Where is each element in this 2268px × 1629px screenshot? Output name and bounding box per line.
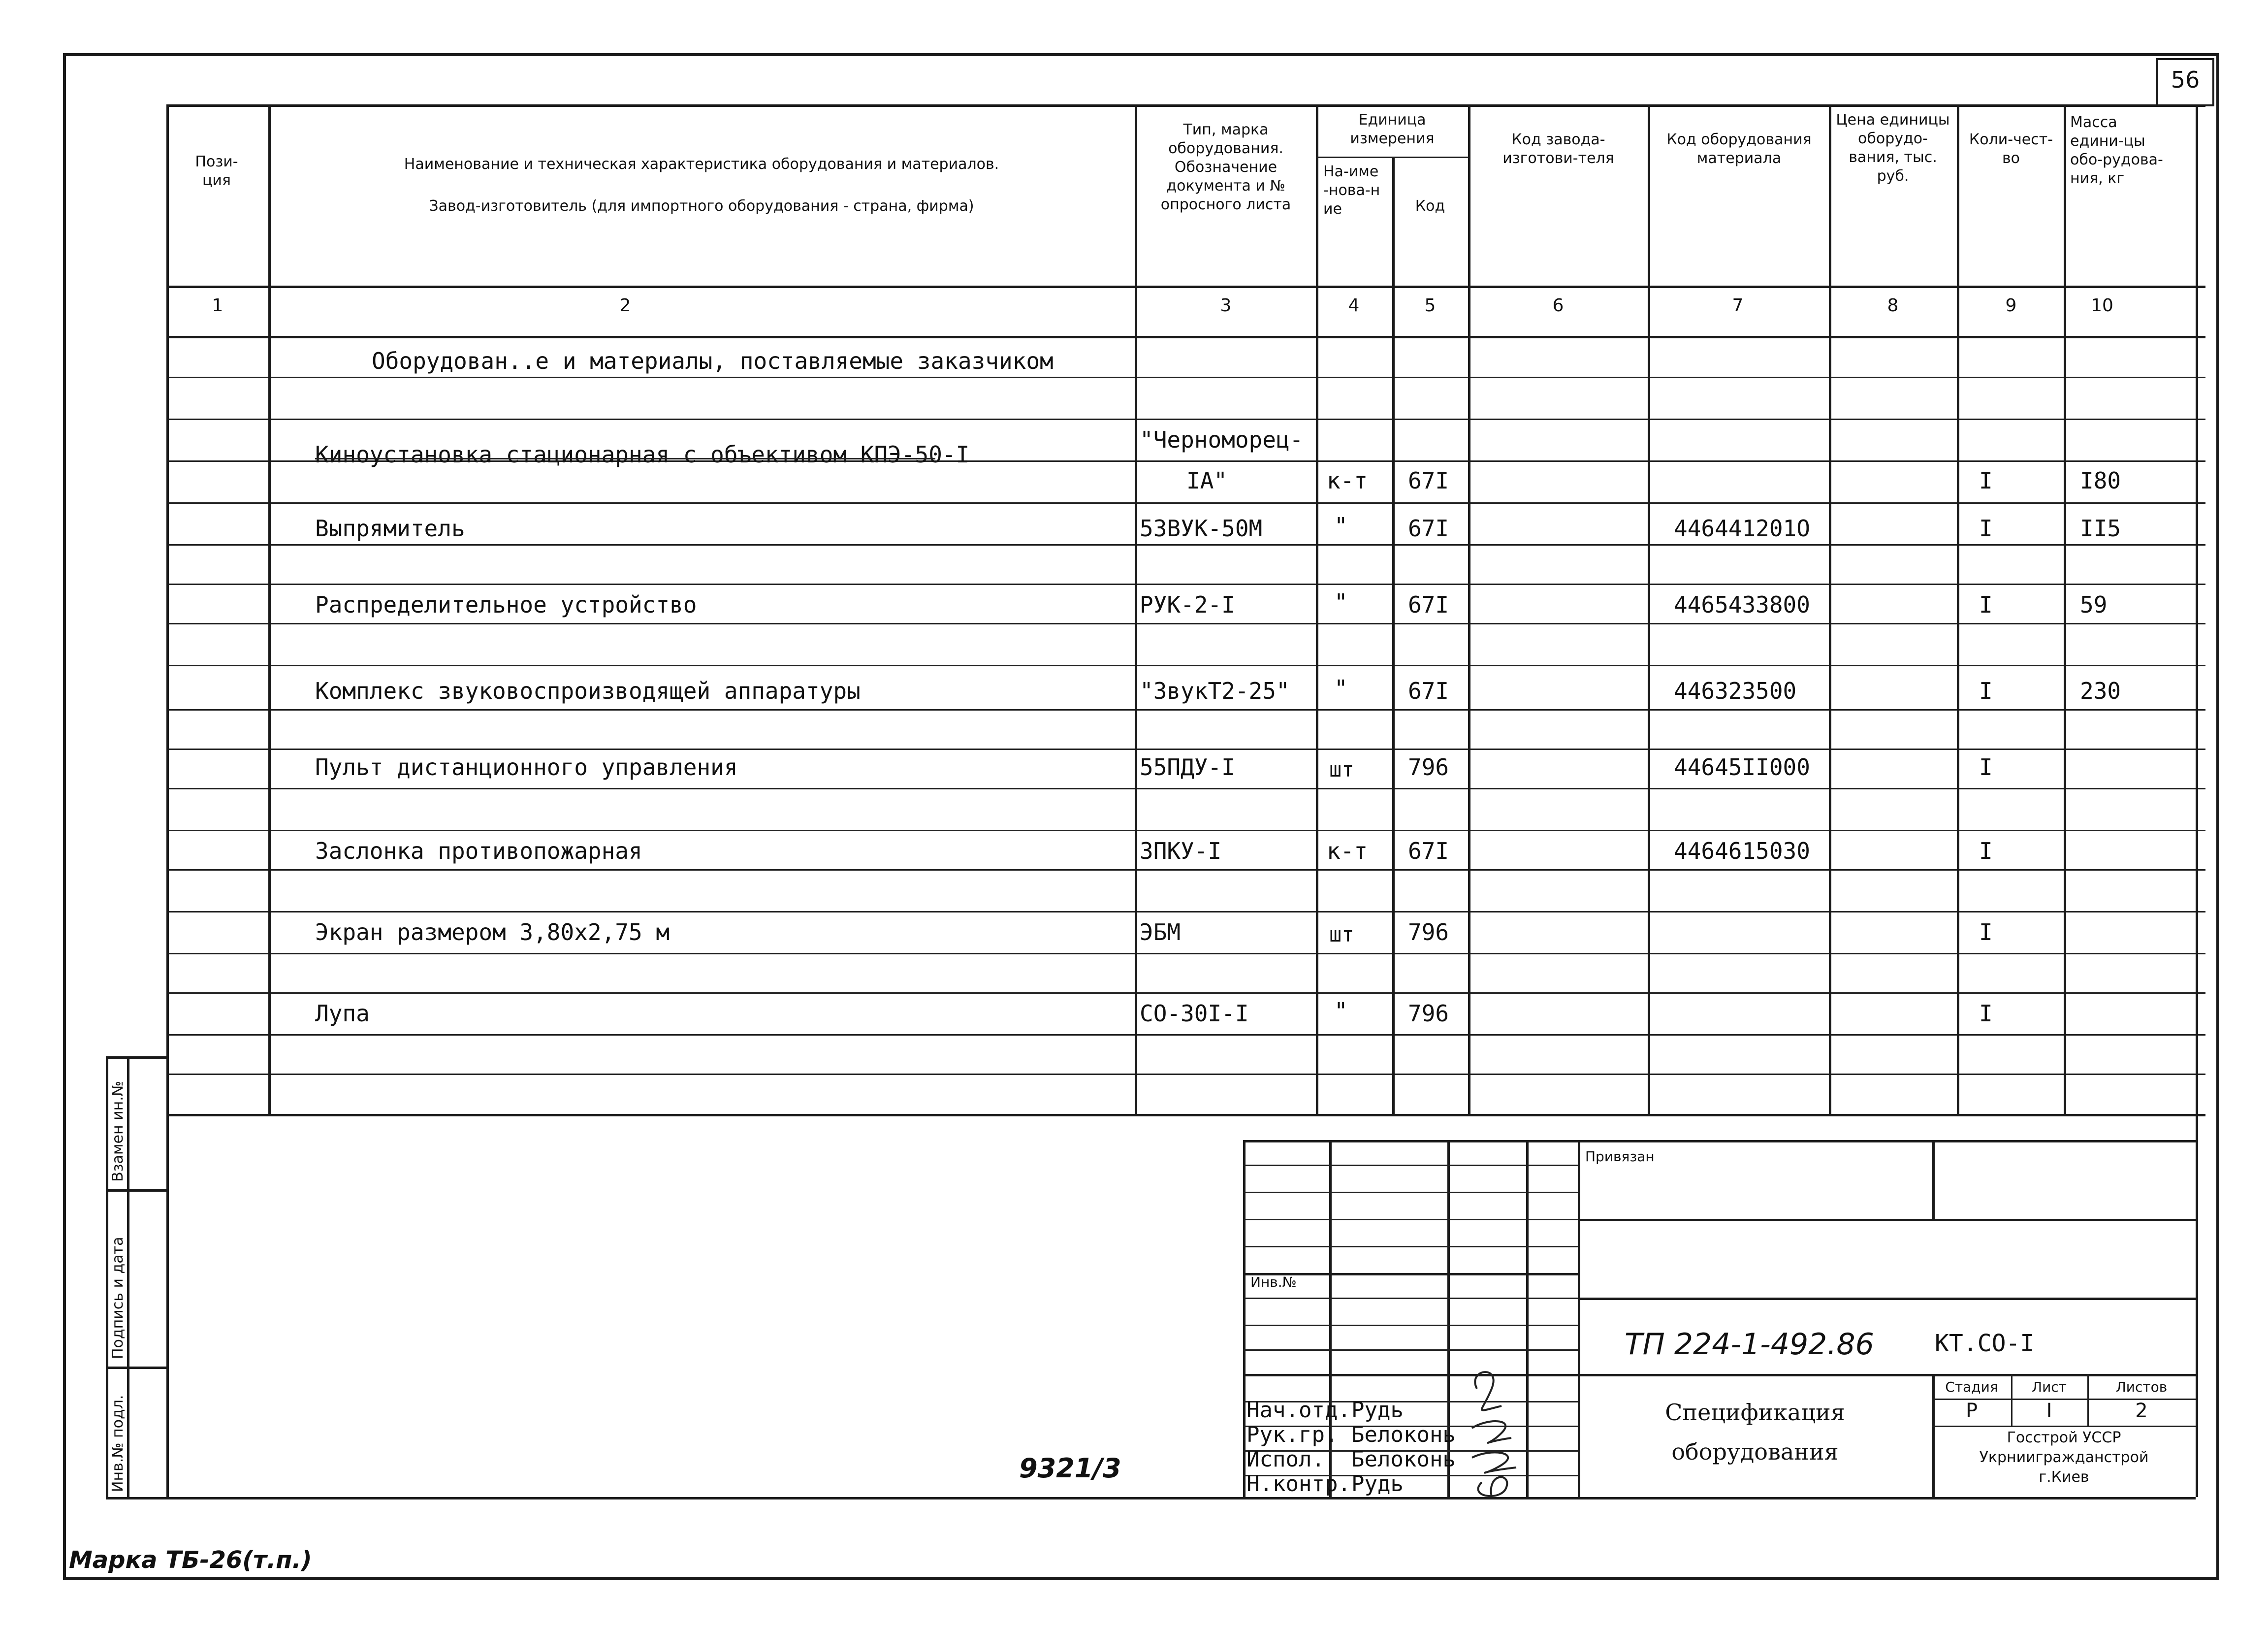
row-unit: к-т xyxy=(1327,467,1368,494)
row-code: 67I xyxy=(1408,678,1449,704)
row-quantity: I xyxy=(1979,591,1993,618)
header-unit-code: Код xyxy=(1415,197,1445,215)
row-equipment-code: 4465433800 xyxy=(1674,591,1810,618)
row-type: РУК-2-I xyxy=(1140,591,1235,618)
row-type: IА" xyxy=(1186,467,1228,494)
row-type: "ЗвукТ2-25" xyxy=(1140,678,1290,704)
header-factory-code: Код завода-изготови-теля xyxy=(1502,131,1614,167)
handwritten-signatures xyxy=(1457,1359,1536,1507)
row-name: Экран размером 3,80х2,75 м xyxy=(315,919,670,945)
row-name: Выпрямитель xyxy=(315,515,465,542)
row-unit: к-т xyxy=(1327,838,1368,864)
signature-role: Нач.отд. xyxy=(1246,1398,1351,1423)
row-equipment-code: 446323500 xyxy=(1674,678,1797,704)
document-code: ТП 224-1-492.86 xyxy=(1625,1327,1874,1362)
document-mark: КТ.СО-I xyxy=(1935,1330,2035,1357)
row-type: ЭБМ xyxy=(1140,919,1181,945)
row-unit: " xyxy=(1334,998,1348,1024)
row-code: 796 xyxy=(1408,1000,1449,1027)
header-mass: Масса едини-цы обо-рудова-ния, кг xyxy=(2070,114,2163,187)
column-number: 10 xyxy=(2091,295,2113,316)
row-code: 67I xyxy=(1408,467,1449,494)
document-title-line1: Спецификация xyxy=(1665,1399,1845,1426)
row-quantity: I xyxy=(1979,678,1993,704)
row-mass: 230 xyxy=(2080,678,2121,704)
row-type: 55ПДУ-I xyxy=(1140,754,1235,781)
signature-name: Рудь xyxy=(1351,1398,1404,1423)
signature-name: Рудь xyxy=(1351,1471,1404,1497)
sheets-label: Листов xyxy=(2115,1379,2168,1395)
signature-role: Испол. xyxy=(1246,1447,1325,1472)
row-code: 796 xyxy=(1408,754,1449,781)
column-number: 6 xyxy=(1552,295,1564,316)
sheet-frame xyxy=(63,53,2219,1580)
row-mass: 59 xyxy=(2080,591,2108,618)
sheet-value: I xyxy=(2046,1400,2052,1422)
row-type: СО-30I-I xyxy=(1140,1000,1249,1027)
row-code: 67I xyxy=(1408,838,1449,864)
row-unit: шт xyxy=(1329,757,1354,782)
column-number: 8 xyxy=(1887,295,1899,316)
header-unit-name: На-име-нова-ние xyxy=(1323,163,1380,218)
side-stamp-replaced: Взамен ин.№ xyxy=(109,1080,127,1182)
bound-label: Привязан xyxy=(1585,1148,1655,1165)
column-number: 4 xyxy=(1348,295,1360,316)
header-position: Пози-ция xyxy=(195,153,238,189)
section-title: Оборудован..е и материалы, поставляемые заказчиком xyxy=(372,348,1054,374)
header-equipment-code: Код оборудования материала xyxy=(1666,131,1812,167)
row-type: 53ВУК-50М xyxy=(1140,515,1263,542)
row-mass: I80 xyxy=(2080,467,2121,494)
row-type: ЗПКУ-I xyxy=(1140,838,1222,864)
row-quantity: I xyxy=(1979,919,1993,945)
organization-line3: г.Киев xyxy=(2039,1468,2089,1486)
row-quantity: I xyxy=(1979,1000,1993,1027)
column-number: 2 xyxy=(619,295,631,316)
row-type: "Черноморец- xyxy=(1140,426,1304,453)
column-number: 7 xyxy=(1732,295,1744,316)
row-name: Лупа xyxy=(315,1000,370,1027)
row-unit: " xyxy=(1334,675,1348,702)
row-equipment-code: 4464615030 xyxy=(1674,838,1810,864)
row-equipment-code: 446441201О xyxy=(1674,515,1810,542)
column-number: 5 xyxy=(1424,295,1436,316)
sheet-label: Лист xyxy=(2032,1379,2067,1395)
row-unit: " xyxy=(1334,513,1348,539)
signature-role: Н.контр. xyxy=(1246,1471,1351,1497)
column-number: 9 xyxy=(2005,295,2017,316)
row-quantity: I xyxy=(1979,467,1993,494)
strikethrough-line xyxy=(315,458,935,459)
row-equipment-code: 44645II000 xyxy=(1674,754,1810,781)
row-quantity: I xyxy=(1979,754,1993,781)
row-name: Распределительное устройство xyxy=(315,591,697,618)
inv-label: Инв.№ xyxy=(1250,1274,1297,1290)
row-name: Пульт дистанционного управления xyxy=(315,754,738,781)
row-unit: " xyxy=(1334,589,1348,616)
row-name: Комплекс звуковоспроизводящей аппаратуры xyxy=(315,678,861,704)
header-quantity: Коли-чест-во xyxy=(1969,131,2053,167)
column-number: 1 xyxy=(212,295,224,316)
page-number: 56 xyxy=(2171,66,2200,93)
document-title-line2: оборудования xyxy=(1671,1438,1839,1465)
side-stamp-original: Инв.№ подл. xyxy=(109,1395,127,1492)
header-unit: Единица измерения xyxy=(1350,111,1435,147)
header-type: Тип, марка оборудования. Обозначение документа и № опросного листа xyxy=(1160,121,1291,213)
organization-line1: Госстрой УССР xyxy=(2007,1429,2121,1446)
row-unit: шт xyxy=(1329,922,1354,946)
sheets-value: 2 xyxy=(2135,1400,2148,1422)
row-code: 67I xyxy=(1408,515,1449,542)
row-name: Киноустановка стационарная с объективом КПЭ-50-I xyxy=(315,441,970,468)
organization-line2: Укрниигражданстрой xyxy=(1979,1449,2149,1466)
signature-role: Рук.гр. xyxy=(1246,1422,1338,1447)
row-code: 796 xyxy=(1408,919,1449,945)
marka-label: Марка ТБ-26(т.п.) xyxy=(69,1546,312,1574)
stage-value: Р xyxy=(1965,1400,1978,1422)
signature-name: Белоконь xyxy=(1351,1422,1456,1447)
row-code: 67I xyxy=(1408,591,1449,618)
row-name: Заслонка противопожарная xyxy=(315,838,642,864)
row-mass: II5 xyxy=(2080,515,2121,542)
header-price: Цена единицы оборудо-вания, тыс. руб. xyxy=(1836,111,1950,185)
signature-name: Белоконь xyxy=(1351,1447,1456,1472)
header-name-line2: Завод-изготовитель (для импортного оборудования - страна, фирма) xyxy=(429,197,974,215)
row-quantity: I xyxy=(1979,838,1993,864)
header-name-line1: Наименование и техническая характеристика оборудования и материалов. xyxy=(404,156,999,173)
stage-label: Стадия xyxy=(1945,1379,1998,1395)
column-number: 3 xyxy=(1220,295,1232,316)
side-stamp-signature: Подпись и дата xyxy=(109,1237,127,1359)
archive-number: 9321/3 xyxy=(1019,1453,1121,1484)
row-quantity: I xyxy=(1979,515,1993,542)
